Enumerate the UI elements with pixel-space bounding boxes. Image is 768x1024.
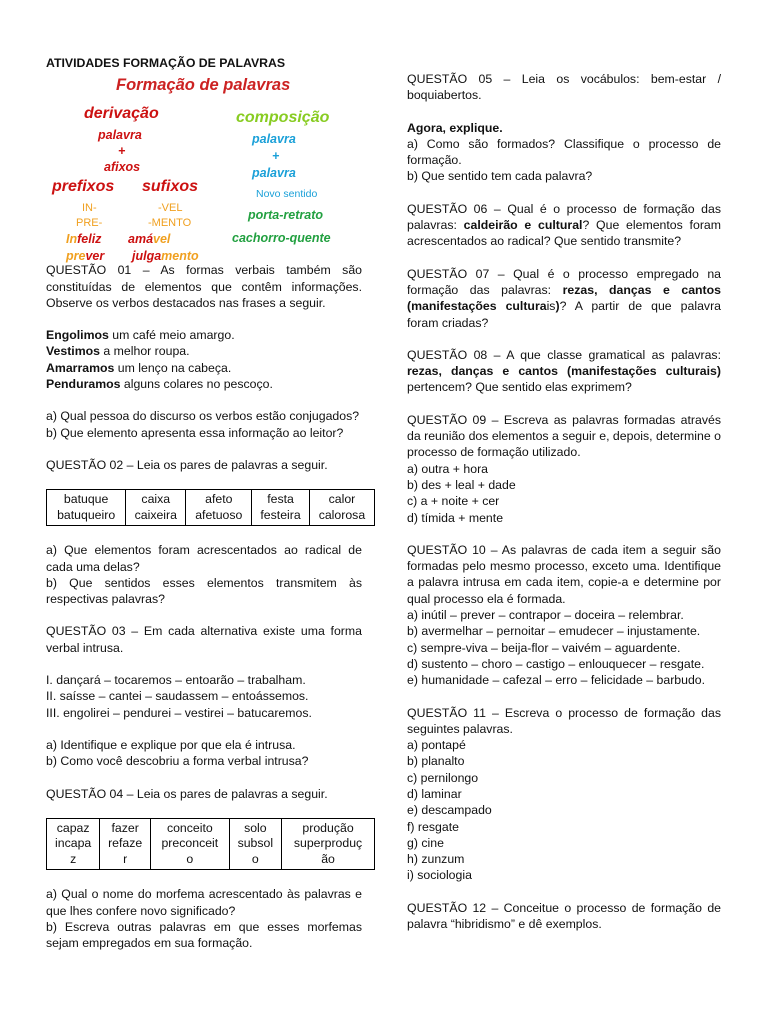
- list-item: a) outra + hora: [407, 461, 489, 476]
- q01-sentences: [46, 327, 362, 392]
- list-item: c) a + noite + cer: [407, 494, 500, 509]
- q08-part: QUESTÃO 08 – A que classe gramatical as palavras:: [407, 347, 721, 362]
- cell-word: o: [251, 851, 259, 866]
- cell-word: solo: [244, 820, 267, 835]
- q03-b: b) Como você descobriu a forma verbal intrusa?: [46, 754, 309, 769]
- document-title: ATIVIDADES FORMAÇÃO DE PALAVRAS: [46, 56, 286, 70]
- infographic-palavra: palavra: [98, 128, 142, 143]
- q02-b: b) Que sentidos esses elementos transmitem às respectivas palavras?: [46, 575, 362, 607]
- cell-word: o: [186, 851, 194, 866]
- cell-word: r: [123, 851, 128, 866]
- cell-word: festeira: [260, 507, 301, 522]
- infographic-derivacao: derivação: [84, 105, 159, 123]
- infographic-sufixos: sufixos: [142, 178, 199, 196]
- left-column: [46, 55, 366, 968]
- table-cell: [282, 818, 375, 870]
- q01-subquestions: [46, 408, 362, 441]
- table-cell: [229, 818, 281, 870]
- q02-a: a) Que elementos foram acrescentados ao radical de cada uma delas?: [46, 543, 362, 574]
- infographic-prefix-in: IN-: [82, 202, 97, 215]
- example-base: julga: [132, 249, 162, 264]
- cell-word: subsol: [237, 836, 274, 851]
- q04-intro: QUESTÃO 04 – Leia os pares de palavras a seguir.: [46, 786, 328, 801]
- highlighted-verb: Vestimos: [46, 344, 100, 359]
- q02-intro: QUESTÃO 02 – Leia os pares de palavras a seguir.: [46, 457, 328, 472]
- infographic-example-infeliz: [66, 231, 101, 247]
- q03-alt-i: I. dançará – tocaremos – entoarão – trabalham.: [46, 673, 306, 688]
- list-item: e) descampado: [407, 803, 492, 818]
- q04-word-pairs-table: [46, 818, 375, 871]
- q09: [407, 412, 721, 526]
- sentence-rest: alguns colares no pescoço.: [120, 377, 273, 392]
- infographic-suffix-mento: -MENTO: [148, 217, 192, 230]
- infographic-plus: +: [118, 144, 126, 159]
- example-base: amá: [128, 232, 154, 247]
- list-item: d) sustento – choro – castigo – enlouquecer – resgate.: [407, 656, 705, 671]
- highlighted-verb: Penduramos: [46, 377, 121, 392]
- table-cell: [151, 818, 230, 870]
- example-suffix: mento: [161, 249, 199, 264]
- q07-text: [407, 266, 721, 331]
- q03-alternatives: [46, 672, 362, 721]
- highlighted-verb: Engolimos: [46, 328, 109, 343]
- infographic-afixos: afixos: [104, 160, 141, 175]
- q07-highlight: ): [555, 299, 560, 314]
- q03-alt-iii: III. engolirei – pendurei – vestirei – batucaremos.: [46, 705, 312, 720]
- cell-word: conceito: [166, 820, 213, 835]
- q06-highlight: caldeirão e cultural: [463, 218, 583, 233]
- q01-sentence: [46, 360, 362, 376]
- cell-word: fazer: [111, 820, 139, 835]
- cell-word: capaz: [56, 820, 90, 835]
- infographic-plus: +: [272, 149, 280, 164]
- cell-word: batuque: [63, 492, 109, 507]
- q01-sentence: [46, 327, 362, 343]
- q01-b: b) Que elemento apresenta essa informação ao leitor?: [46, 425, 344, 440]
- cell-word: caixa: [141, 492, 171, 507]
- cell-word: calorosa: [318, 507, 366, 522]
- table-cell: [309, 490, 374, 526]
- highlighted-verb: Amarramos: [46, 360, 115, 375]
- q11: [407, 705, 721, 884]
- list-item: d) tímida + mente: [407, 510, 504, 525]
- table-cell: [186, 490, 252, 526]
- q10: [407, 542, 721, 689]
- q05-b: b) Que sentido tem cada palavra?: [407, 169, 593, 184]
- cell-word: calor: [328, 492, 356, 507]
- cell-word: afeto: [205, 492, 233, 507]
- list-item: e) humanidade – cafezal – erro – felicidade – barbudo.: [407, 673, 706, 688]
- example-base: ver: [85, 249, 105, 264]
- q03-intro: QUESTÃO 03 – Em cada alternativa existe uma forma verbal intrusa.: [46, 624, 362, 655]
- q03-subquestions: [46, 737, 362, 770]
- q01-intro: QUESTÃO 01 – As formas verbais também são constituídas de elementos que contêm informações. Observe os verbos destacados nas frases a seguir.: [46, 263, 362, 310]
- q08-text: [407, 347, 721, 396]
- list-item: b) planalto: [407, 754, 465, 769]
- example-prefix: In: [66, 232, 78, 247]
- sentence-rest: a melhor roupa.: [100, 344, 190, 359]
- example-base: feliz: [77, 232, 102, 247]
- cell-word: caixeira: [134, 507, 177, 522]
- cell-word: afetuoso: [195, 507, 243, 522]
- sentence-rest: um café meio amargo.: [108, 328, 235, 343]
- q07-part: QUESTÃO 07 – Qual é o processo empregado na formação das palavras:: [407, 266, 721, 297]
- cell-word: z: [70, 851, 77, 866]
- infographic-prefixos: prefixos: [52, 178, 115, 196]
- list-item: c) sempre-viva – beija-flor – vaivém – aguardente.: [407, 640, 681, 655]
- q10-intro: QUESTÃO 10 – As palavras de cada item a seguir são formadas pelo mesmo processo, exceto uma. Identifique a palavra intrusa em cada item, copie-a e determine por qual processo ela é formada.: [407, 542, 721, 606]
- cell-word: produção: [302, 820, 354, 835]
- right-column: [407, 71, 721, 948]
- table-cell: [252, 490, 310, 526]
- table-cell: [126, 490, 186, 526]
- q08-highlight: rezas, danças e cantos (manifestações culturais): [407, 364, 721, 379]
- infographic-example-amavel: [128, 231, 170, 247]
- cell-word: festa: [267, 492, 294, 507]
- q09-intro: QUESTÃO 09 – Escreva as palavras formadas através da reunião dos elementos a seguir e, depois, determine o processo de formação utilizado.: [407, 412, 721, 460]
- table-cell: [47, 490, 126, 526]
- list-item: a) pontapé: [407, 738, 466, 753]
- infographic-prefix-pre: PRE-: [76, 217, 103, 230]
- table-cell: [100, 818, 151, 870]
- q07-highlight: rezas, danças e cantos (manifestações cultura: [407, 282, 721, 314]
- list-item: i) sociologia: [407, 868, 472, 883]
- infographic-porta-retrato: porta-retrato: [248, 208, 324, 223]
- example-prefix: pre: [66, 249, 86, 264]
- sentence-rest: um lenço na cabeça.: [114, 360, 232, 375]
- list-item: b) avermelhar – pernoitar – emudecer – injustamente.: [407, 624, 701, 639]
- list-item: a) inútil – prever – contrapor – doceira – relembrar.: [407, 608, 684, 623]
- list-item: d) laminar: [407, 786, 462, 801]
- q03-alt-ii: II. saísse – cantei – saudassem – entoássemos.: [46, 689, 309, 704]
- word-formation-infographic: [46, 77, 362, 262]
- list-item: c) pernilongo: [407, 770, 479, 785]
- q06-part: QUESTÃO 06 – Qual é o processo de formação das palavras:: [407, 201, 721, 233]
- list-item: h) zunzum: [407, 852, 465, 867]
- q04-a: a) Qual o nome do morfema acrescentado às palavras e que lhes confere novo significado?: [46, 887, 362, 918]
- list-item: b) des + leal + dade: [407, 477, 516, 492]
- infographic-composicao: composição: [236, 109, 330, 127]
- cell-word: ão: [321, 851, 335, 866]
- q01-a: a) Qual pessoa do discurso os verbos estão conjugados?: [46, 409, 360, 424]
- table-cell: [47, 818, 100, 870]
- infographic-novo-sentido: Novo sentido: [256, 188, 318, 201]
- q04-b: b) Escreva outras palavras em que esses morfemas sejam empregados em sua formação.: [46, 919, 362, 951]
- infographic-title: Formação de palavras: [116, 76, 291, 95]
- q05-a: a) Como são formados? Classifique o processo de formação.: [407, 136, 721, 168]
- q05-subquestions: [407, 120, 721, 185]
- cell-word: preconceit: [161, 836, 219, 851]
- q05-explain: Agora, explique.: [407, 120, 503, 135]
- q06-part: ? Que elementos foram acrescentados ao radical? Que sentido transmite?: [407, 218, 721, 249]
- cell-word: refaze: [108, 836, 143, 851]
- table-row: [47, 490, 375, 526]
- q02-word-pairs-table: [46, 489, 375, 526]
- q12-text: QUESTÃO 12 – Conceitue o processo de formação de palavra “hibridismo” e dê exemplos.: [407, 900, 721, 932]
- q08-part: pertencem? Que sentido elas exprimem?: [407, 380, 632, 395]
- cell-word: incapa: [55, 836, 92, 851]
- q05-intro: QUESTÃO 05 – Leia os vocábulos: bem-estar / boquiabertos.: [407, 72, 721, 103]
- example-suffix: vel: [153, 232, 171, 247]
- q07-part: ? A partir de que palavra foram criadas?: [407, 299, 721, 330]
- q11-intro: QUESTÃO 11 – Escreva o processo de formação das seguintes palavras.: [407, 705, 721, 736]
- q03-a: a) Identifique e explique por que ela é intrusa.: [46, 737, 296, 752]
- table-row: [47, 818, 375, 870]
- infographic-suffix-vel: -VEL: [158, 202, 183, 215]
- infographic-example-prever: [66, 248, 104, 264]
- infographic-cachorro-quente: cachorro-quente: [232, 231, 331, 246]
- infographic-palavra: palavra: [252, 166, 296, 181]
- q06-text: [407, 201, 721, 250]
- cell-word: superproduç: [293, 836, 363, 851]
- cell-word: batuqueiro: [57, 507, 116, 522]
- infographic-example-julgamento: [132, 248, 199, 264]
- list-item: f) resgate: [407, 819, 459, 834]
- q01-sentence: [46, 343, 362, 359]
- list-item: g) cine: [407, 835, 444, 850]
- q07-part: is: [546, 299, 556, 314]
- q01-sentence: [46, 376, 362, 392]
- infographic-palavra: palavra: [252, 132, 296, 147]
